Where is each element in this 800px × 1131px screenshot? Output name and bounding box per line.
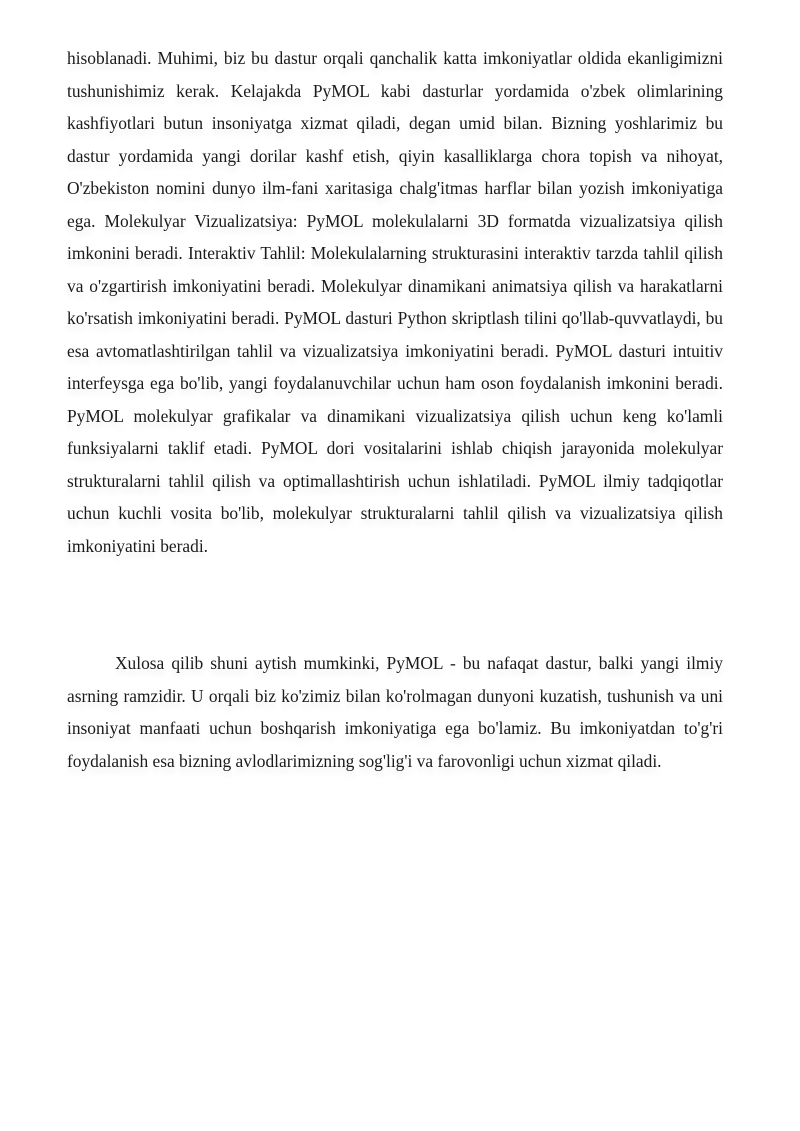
conclusion-paragraph: Xulosa qilib shuni aytish mumkinki, PyMOL - bu nafaqat dastur, balki yangi ilmiy asrning ramzidir. U orqali biz ko'zimiz bilan ko'rolmagan dunyoni kuzatish, tushunish va uni insoniyat manfaati uchun boshqarish imkoniyatiga ega bo'lamiz. Bu imkoniyatdan to'g'ri foydalanish esa bizning avlodlarimizning sog'lig'i va farovonligi uchun xizmat qiladi.	[67, 653, 723, 771]
body-paragraph-continuation: hisoblanadi. Muhimi, biz bu dastur orqali qanchalik katta imkoniyatlar oldida ekanligimizni tushunishimiz kerak. Kelajakda PyMOL kabi dasturlar yordamida o'zbek olimlarining kashfiyotlari butun insoniyatga xizmat qiladi, degan umid bilan. Bizning yoshlarimiz bu dastur yordamida yangi dorilar kashf etish, qiyin kasalliklarga chora topish va nihoyat, O'zbekiston nomini dunyo ilm-fani xaritasiga chalg'itmas harflar bilan yozish imkoniyatiga ega. Molekulyar Vizualizatsiya: PyMOL molekulalarni 3D formatda vizualizatsiya qilish imkonini beradi. Interaktiv Tahlil: Molekulalarning strukturasini interaktiv tarzda tahlil qilish va o'zgartirish imkoniyatini beradi. Molekulyar dinamikani animatsiya qilish va harakatlarni ko'rsatish imkoniyatini beradi. PyMOL dasturi Python skriptlash tilini qo'llab-quvvatlaydi, bu esa avtomatlashtirilgan tahlil va vizualizatsiya imkoniyatini beradi. PyMOL dasturi intuitiv interfeysga ega bo'lib, yangi foydalanuvchilar uchun ham oson foydalanish imkonini beradi. PyMOL molekulyar grafikalar va dinamikani vizualizatsiya qilish uchun keng ko'lamli funksiyalarni taklif etadi. PyMOL dori vositalarini ishlab chiqish jarayonida molekulyar strukturalarni tahlil qilish va optimallashtirish uchun ishlatiladi. PyMOL ilmiy tadqiqotlar uchun kuchli vosita bo'lib, molekulyar strukturalarni tahlil qilish va vizualizatsiya qilish imkoniyatini beradi.	[67, 48, 723, 556]
